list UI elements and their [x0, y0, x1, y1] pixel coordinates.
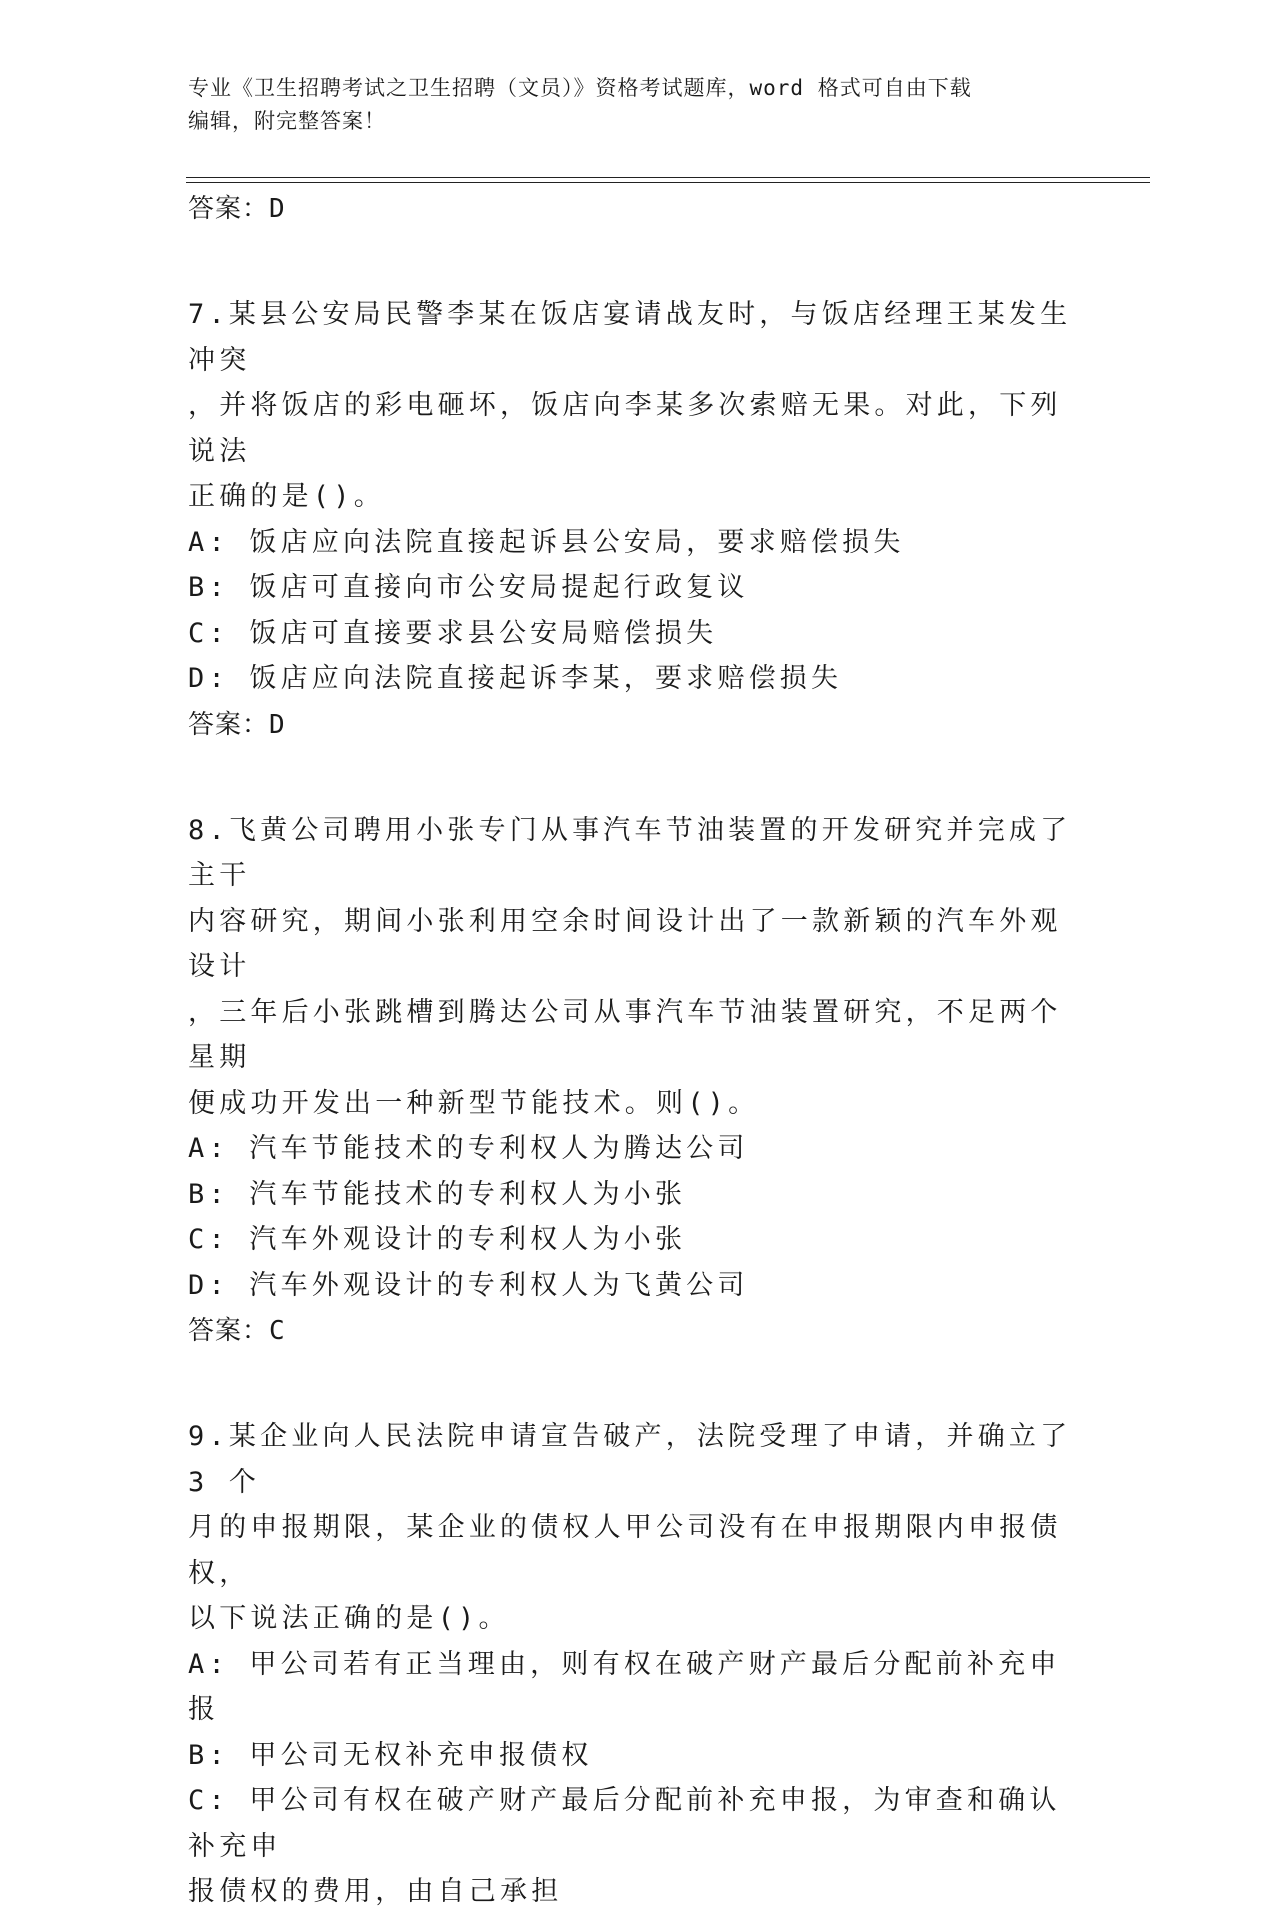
answer-line: 答案：D — [188, 194, 286, 224]
spacer — [188, 232, 1088, 292]
option-c-continued: 报债权的费用，由自己承担 — [188, 1876, 563, 1907]
question-line: 正确的是()。 — [188, 481, 385, 512]
option-b: B: 饭店可直接向市公安局提起行政复议 — [188, 572, 749, 603]
question-block-8 — [188, 808, 1088, 1355]
question-line: 7.某县公安局民警李某在饭店宴请战友时，与饭店经理王某发生冲突 — [188, 299, 1072, 376]
option-c: C: 饭店可直接要求县公安局赔偿损失 — [188, 617, 718, 649]
option-b: B: 甲公司无权补充申报债权 — [188, 1739, 593, 1771]
question-line: 9.某企业向人民法院申请宣告破产，法院受理了申请，并确立了 3 个 — [188, 1421, 1072, 1498]
option-a: A: 饭店应向法院直接起诉县公安局，要求赔偿损失 — [188, 526, 905, 558]
answer-line: 答案：D — [188, 709, 286, 740]
question-line: 内容研究，期间小张利用空余时间设计出了一款新颖的汽车外观设计 — [188, 905, 1062, 982]
spacer — [188, 748, 1088, 808]
option-c: C: 甲公司有权在破产财产最后分配前补充申报，为审查和确认补充申 — [188, 1785, 1061, 1862]
option-d: D: 汽车外观设计的专利权人为飞黄公司 — [188, 1269, 749, 1301]
question-block-9 — [188, 1414, 1088, 1915]
header-line-2: 编辑，附完整答案！ — [188, 109, 386, 133]
question-line: ，三年后小张跳槽到腾达公司从事汽车节油装置研究，不足两个星期 — [188, 996, 1062, 1073]
question-line: ，并将饭店的彩电砸坏，饭店向李某多次索赔无果。对此，下列说法 — [188, 390, 1062, 467]
spacer — [188, 1354, 1088, 1414]
answer-line: 答案：C — [188, 1316, 286, 1346]
question-list — [188, 186, 1088, 1915]
question-line: 8.飞黄公司聘用小张专门从事汽车节油装置的开发研究并完成了主干 — [188, 814, 1072, 891]
header-line-1: 专业《卫生招聘考试之卫生招聘（文员）》资格考试题库，word 格式可自由下载 — [188, 76, 972, 100]
question-line: 便成功开发出一种新型节能技术。则()。 — [188, 1087, 760, 1119]
question-line: 以下说法正确的是()。 — [188, 1603, 510, 1634]
option-d: D: 饭店应向法院直接起诉李某，要求赔偿损失 — [188, 663, 843, 694]
header-divider-bottom — [186, 182, 1150, 183]
option-a: A: 汽车节能技术的专利权人为腾达公司 — [188, 1133, 749, 1164]
question-line: 月的申报期限，某企业的债权人甲公司没有在申报期限内申报债权， — [188, 1512, 1062, 1589]
option-b: B: 汽车节能技术的专利权人为小张 — [188, 1178, 687, 1210]
option-c: C: 汽车外观设计的专利权人为小张 — [188, 1224, 687, 1255]
question-block-7 — [188, 292, 1088, 748]
option-a: A: 甲公司若有正当理由，则有权在破产财产最后分配前补充申报 — [188, 1648, 1061, 1725]
header-divider-top — [186, 177, 1150, 178]
document-header — [188, 72, 1068, 138]
